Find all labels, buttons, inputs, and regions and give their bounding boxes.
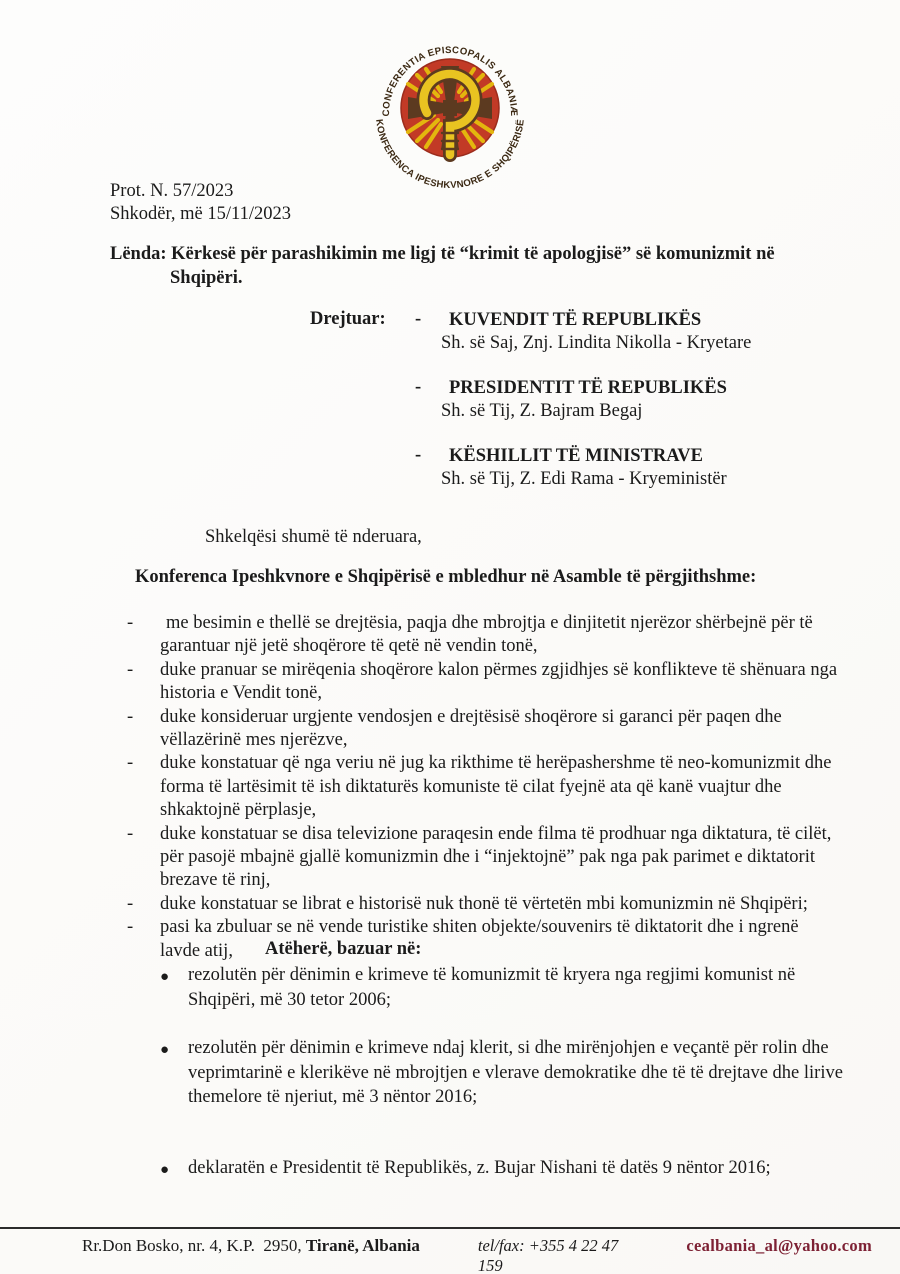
footer-address-street: Rr.Don Bosko, nr. 4, K.P. 2950, [82,1236,306,1255]
logo-top-text: CONFERENTIA EPISCOPALIS ALBANIÆ [380,44,520,117]
list-item [127,916,841,963]
list-item [127,893,841,916]
addressee-council [415,445,830,491]
list-item-text: duke konstatuar se librat e historisë nuk thonë të vërtetën mbi komunizmin në Shqipëri; [160,893,808,914]
emblem-icon [326,16,574,192]
dash-bullet: - [127,823,134,844]
dash-bullet: - [127,706,134,727]
salutation: Shkelqësi shumë të nderuara, [205,527,422,547]
place-and-date: Shkodër, më 15/11/2023 [110,204,291,224]
list-item [160,1156,854,1183]
letter-meta [110,180,291,226]
addressee-title: PRESIDENTIT TË REPUBLIKËS [449,378,727,398]
list-item-text: me besimin e thellë se drejtësia, paqja dhe mbrojtja e dinjitetit njerëzor shërbejnë për të garantuar një jetë shoqërore të qetë në vendin tonë, [160,613,813,657]
dash-bullet: - [415,309,422,329]
episcopal-conference-logo [326,16,574,198]
list-item-text: rezolutën për dënimin e krimeve ndaj klerit, si dhe mirënjohjen e veçantë për rolin dhe veprimtarinë e klerikëve në mbrojtjen e vlerave demokratike dhe të të drejtave dhe lirive themelore të njeriut, më 3 nëntor 2016; [188,1038,843,1107]
list-item [127,823,841,893]
footer-telfax: tel/fax: +355 4 22 47 159 [477,1236,619,1274]
list-item-text: rezolutën për dënimin e krimeve të komunizmit të kryera nga regjimi komunist në Shqipëri, më 30 tetor 2006; [188,965,796,1010]
list-item-text: duke konsideruar urgjente vendosjen e drejtësisë shoqërore si garanci për paqen dhe vëllazërinë mes njerëzve, [160,706,782,751]
then-based-on-heading: Atëherë, bazuar në: [265,939,422,959]
logo-bottom-text: KONFERENCA IPESHKVNORE E SHQIPËRISË [373,118,527,192]
subject-line [110,243,842,290]
list-item [127,752,841,822]
list-item-text: deklaratën e Presidentit të Republikës, z. Bujar Nishani të datës 9 nëntor 2016; [188,1157,771,1178]
dash-bullet: - [415,377,422,397]
list-item [160,1036,854,1110]
intro-statement: Konferenca Ipeshkvnore e Shqipërisë e mbledhur në Asamble të përgjithshme: [135,567,757,587]
addressee-parliament [415,309,830,355]
dash-bullet: - [415,445,422,465]
dash-bullet: - [127,613,134,633]
list-item-text: duke pranuar se mirëqenia shoqërore kalon përmes zgjidhjes së konflikteve të shënuara nga historia e Vendit tonë, [160,659,838,704]
list-item-text: duke konstatuar se disa televizione paraqesin ende filma të prodhuar nga diktatura, të cilët, për pasojë mbajnë gjallë komunizmin dhe i “injektojnë” pak nga pak parimet e diktatorit brezave të rinj, [160,823,832,891]
footer-address [82,1236,420,1256]
footer-address-city: Tiranë, Albania [305,1236,420,1255]
addressee-person: Sh. së Tij, Z. Edi Rama - Kryeministër [441,469,727,489]
considerations-list [127,612,841,963]
list-item [127,706,841,753]
dash-bullet: - [127,893,134,914]
addressee-title: KUVENDIT TË REPUBLIKËS [449,310,702,330]
list-item [127,659,841,706]
addressee-person: Sh. së Tij, Z. Bajram Begaj [441,401,643,421]
addressee-president [415,377,830,423]
addressed-to-label: Drejtuar: [310,309,386,329]
dash-bullet: - [127,659,134,680]
list-item [127,612,841,659]
footer-divider [0,1227,900,1229]
list-item-text: duke konstatuar që nga veriu në jug ka rikthime të herëpashershme të neo-komunizmit dhe forma të lartësimit të ish diktaturës komuniste të cilat fyejnë ata që kanë vuajtur dhe shkaktojnë përplasje, [160,753,832,821]
list-item-text: pasi ka zbuluar se në vende turistike shiten objekte/souvenirs të diktatorit dhe i ngrenë lavde atij, [160,917,799,961]
references-list [160,963,854,1206]
addressees-block [310,309,830,513]
subject-label: Lënda: [110,244,167,264]
footer [82,1236,872,1274]
list-item [160,963,854,1012]
subject-text: Kërkesë për parashikimin me ligj të “krimit të apologjisë” së komunizmit në Shqipëri. [170,244,775,288]
footer-email: cealbania_al@yahoo.com [686,1236,872,1255]
dot-bullet: ● [160,1161,170,1178]
dash-bullet: - [127,917,134,938]
addressee-person: Sh. së Saj, Znj. Lindita Nikolla - Kryetare [441,333,752,353]
protocol-number: Prot. N. 57/2023 [110,181,234,201]
addressee-title: KËSHILLIT TË MINISTRAVE [449,446,703,466]
dot-bullet: ● [160,969,170,985]
dot-bullet: ● [160,1042,170,1058]
dash-bullet: - [127,753,134,774]
